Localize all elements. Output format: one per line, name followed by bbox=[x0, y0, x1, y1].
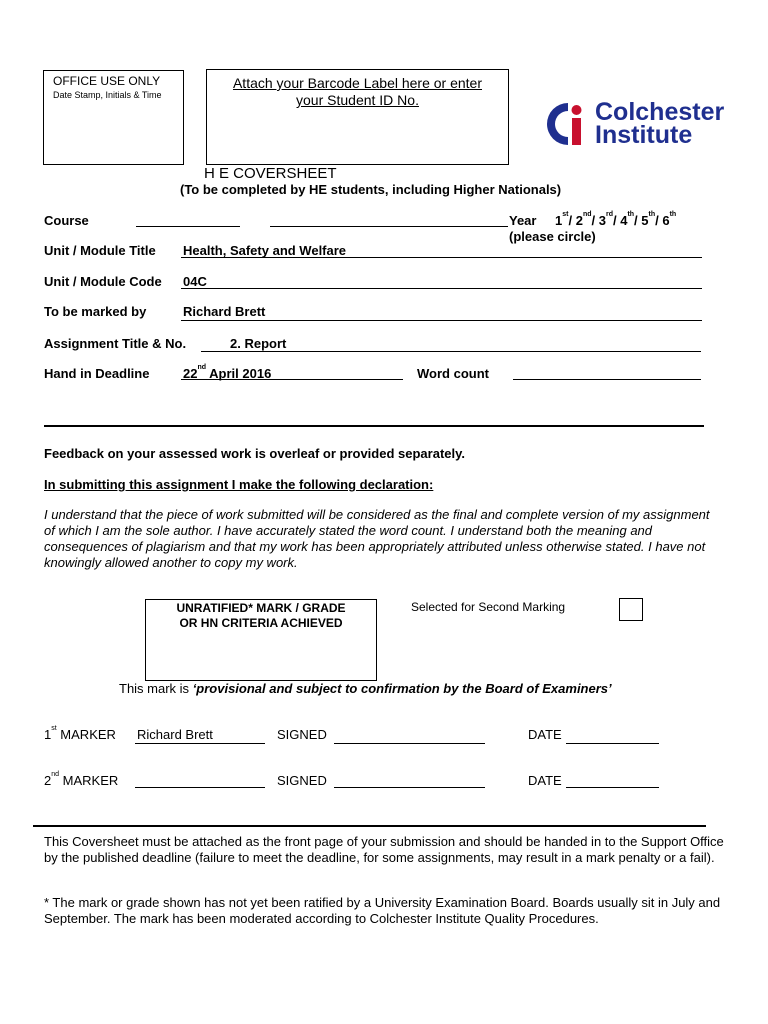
second-marker-label: 2nd MARKER bbox=[44, 771, 119, 788]
assignment-line bbox=[201, 351, 701, 352]
first-marker-value[interactable]: Richard Brett bbox=[137, 727, 213, 742]
second-marking-checkbox[interactable] bbox=[619, 598, 643, 621]
provisional-note: This mark is ‘provisional and subject to confirmation by the Board of Examiners’ bbox=[119, 681, 612, 696]
deadline-label: Hand in Deadline bbox=[44, 366, 150, 381]
course-label: Course bbox=[44, 213, 89, 228]
second-signed-label: SIGNED bbox=[277, 773, 327, 788]
first-signed-field[interactable] bbox=[334, 743, 485, 744]
unit-code-value[interactable]: 04C bbox=[183, 274, 207, 289]
unit-title-line bbox=[181, 257, 702, 258]
mark-box-line1: UNRATIFIED* MARK / GRADE bbox=[176, 601, 346, 615]
section-divider bbox=[44, 425, 704, 427]
office-use-title: OFFICE USE ONLY bbox=[53, 74, 161, 88]
barcode-line2: your Student ID No. bbox=[296, 92, 419, 108]
first-signed-label: SIGNED bbox=[277, 727, 327, 742]
marked-by-value[interactable]: Richard Brett bbox=[183, 304, 266, 319]
unit-title-label: Unit / Module Title bbox=[44, 243, 156, 258]
footer-para2: * The mark or grade shown has not yet been ratified by a University Examination Board. Boards usually sit in July and September. The mark has been moderated according to Colchester Institute Quality Procedures. bbox=[44, 895, 721, 926]
page-subtitle: (To be completed by HE students, including Higher Nationals) bbox=[180, 182, 562, 197]
barcode-box[interactable] bbox=[206, 69, 509, 165]
first-date-field[interactable] bbox=[566, 743, 659, 744]
feedback-text: Feedback on your assessed work is overleaf or provided separately. bbox=[44, 446, 465, 461]
unit-title-value[interactable]: Health, Safety and Welfare bbox=[183, 243, 347, 258]
logo-mark-icon bbox=[543, 99, 593, 149]
second-marker-field[interactable] bbox=[135, 787, 265, 788]
unit-code-line bbox=[181, 288, 702, 289]
colchester-logo bbox=[543, 99, 738, 149]
first-date-label: DATE bbox=[528, 727, 562, 742]
deadline-line bbox=[181, 379, 403, 380]
assignment-value[interactable]: 2. Report bbox=[230, 336, 287, 351]
second-date-label: DATE bbox=[528, 773, 562, 788]
second-signed-field[interactable] bbox=[334, 787, 485, 788]
second-date-field[interactable] bbox=[566, 787, 659, 788]
logo-text-line2: Institute bbox=[595, 121, 693, 149]
assignment-label: Assignment Title & No. bbox=[44, 336, 187, 351]
marked-by-label: To be marked by bbox=[44, 304, 147, 319]
footer-divider bbox=[33, 825, 706, 827]
footer-para1: This Coversheet must be attached as the front page of your submission and should be handed in to the Support Office by the published deadline (failure to meet the deadline, for some assignments, may result in a mark penalty or a fail). bbox=[44, 834, 724, 865]
word-count-label: Word count bbox=[417, 366, 489, 381]
year-label: Year bbox=[509, 213, 537, 228]
unit-code-label: Unit / Module Code bbox=[44, 274, 162, 289]
deadline-value[interactable]: 22nd April 2016 bbox=[183, 364, 272, 381]
year-options[interactable]: 1st/ 2nd/ 3rd/ 4th/ 5th/ 6th bbox=[555, 211, 677, 228]
please-circle: (please circle) bbox=[509, 229, 596, 244]
logo-text-line1: Colchester bbox=[595, 98, 725, 126]
first-marker-label: 1st MARKER bbox=[44, 725, 116, 742]
declaration-text: I understand that the piece of work submitted will be considered as the final and complete version of my assignment of which I am the sole author. I have accurately stated the word count. I understand both the meaning and consequences of plagiarism and that my work has been appropriately attributed unless otherwise stated. I have not knowingly allowed another to copy my work. bbox=[44, 507, 710, 570]
word-count-field[interactable] bbox=[513, 379, 701, 380]
marked-by-line bbox=[181, 320, 702, 321]
office-use-box bbox=[43, 70, 184, 165]
mark-box[interactable] bbox=[145, 599, 377, 681]
second-marking-label: Selected for Second Marking bbox=[411, 600, 566, 614]
course-field[interactable] bbox=[136, 226, 240, 227]
declaration-heading: In submitting this assignment I make the following declaration: bbox=[44, 477, 434, 492]
course-field-2[interactable] bbox=[270, 226, 508, 227]
mark-box-line2: OR HN CRITERIA ACHIEVED bbox=[179, 616, 343, 630]
first-marker-line bbox=[135, 743, 265, 744]
office-use-subtitle: Date Stamp, Initials & Time bbox=[53, 90, 162, 100]
year-1: 1 bbox=[555, 213, 563, 228]
page-title: H E COVERSHEET bbox=[204, 165, 337, 182]
barcode-line1: Attach your Barcode Label here or enter bbox=[232, 75, 483, 91]
